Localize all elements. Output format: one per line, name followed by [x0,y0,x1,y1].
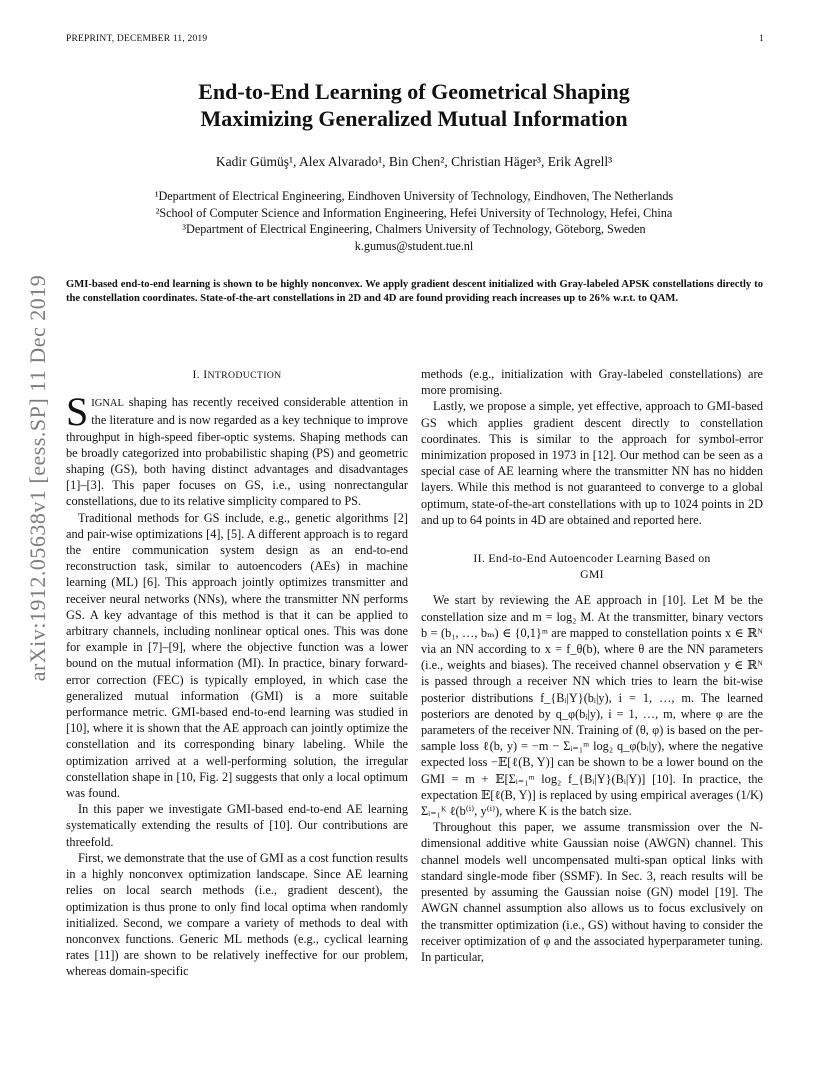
section-number: I. [192,367,204,381]
page-number: 1 [759,34,764,44]
right-column [421,366,763,965]
author-list: Kadir Gümüş¹, Alex Alvarado¹, Bin Chen², Christian Häger³, Erik Agrell³ [215,154,613,169]
affiliation-3: ³Department of Electrical Engineering, Chalmers University of Technology, Göteborg, Sweden [182,222,646,236]
section-heading-introduction [66,366,408,384]
section-heading-autoencoder [421,550,763,582]
paragraph: Lastly, we propose a simple, yet effective, approach to GMI-based GS which applies gradient descent directly to constellation coordinates. This is similar to the approach for symbol-error minimization proposed in 1973 in [12]. Our method can be seen as a special case of AE learning where the transmitter NN has no hidden layers. While this method is not guaranteed to converge to a global optimum, state-of-the-art constellations with up to 1024 points in 2D and up to 64 points in 4D are obtained and reported here. [421,399,763,527]
section-title-rest: NTRODUCTION [207,370,282,381]
paragraph: In this paper we investigate GMI-based end-to-end AE learning systematically extending the results of [10]. Our contributions are threefold. [66,802,408,849]
paragraph [66,389,408,509]
affiliations [0,188,828,254]
drop-cap: S [66,389,89,435]
arxiv-identifier: arXiv:1912.05638v1 [eess.SP] 11 Dec 2019 [25,274,50,682]
paragraph: First, we demonstrate that the use of GMI as a cost function results in a highly nonconvex optimization landscape. Since AE learning relies on local search methods (i.e., gradient descent), the optimization is thus prone to only find local optima when randomly initialized. Second, we compare a variety of methods to deal with nonconvex functions. Generic ML methods (e.g., cyclical learning rates [11]) are shown to be relatively ineffective for our problem, whereas domain-specific [66,850,408,979]
paper-title [0,78,828,132]
lead-caps: IGNAL [91,398,124,410]
title-line-1: End-to-End Learning of Geometrical Shaping [198,79,630,104]
contact-email: k.gumus@student.tue.nl [354,238,474,253]
running-header: PREPRINT, DECEMBER 11, 2019 [66,34,208,44]
section-heading-line-1: II. End-to-End Autoencoder Learning Based on [473,551,711,566]
section-heading-line-2: GMI [580,567,604,582]
paragraph: methods (e.g., initialization with Gray-labeled constellations) are more promising. [421,367,763,398]
affiliation-2: ²School of Computer Science and Information Engineering, Hefei University of Technology, Hefei, China [155,205,673,220]
abstract: GMI-based end-to-end learning is shown to be highly nonconvex. We apply gradient descent initialized with Gray-labeled APSK constellations directly to the constellation coordinates. State-of-the-art constellations in 2D and 4D are found providing reach increases up to 26% w.r.t. to QAM. [66,279,763,304]
paragraph: Throughout this paper, we assume transmission over the N-dimensional additive white Gaussian noise (AWGN) channel. This channel models well uncompensated multi-span optical links with standard single-mode fiber (SSMF). In Sec. 3, reach results will be presented by assuming the Gaussian noise (GN) model [19]. The AWGN channel assumption also allows us to focus exclusively on the transmitter optimization (i.e., GS) without having to consider the receiver optimization of φ and the associated hyperparameter tuning. In particular, [421,820,763,964]
title-line-2: Maximizing Generalized Mutual Information [200,106,628,131]
affiliation-1: ¹Department of Electrical Engineering, Eindhoven University of Technology, Eindhoven, The Netherlands [154,189,674,203]
section-title-initial: I [203,367,208,381]
paragraph: Traditional methods for GS include, e.g., genetic algorithms [2] and pair-wise optimizations [4], [5]. A different approach is to regard the entire communication system design as an end-to-end reconstruction task, similar to autoencoders (AEs) in machine learning (ML) [6]. This approach jointly optimizes transmitter and receiver neural networks (NNs), where the transmitter NN performs GS. A key advantage of this method is that it can be applied to arbitrary channels, including nonlinear optical ones. This was done for example in [7]–[9], where the objective function was a lower bound on the mutual information (MI). In practice, binary forward-error correction (FEC) is typically employed, in which case the generalized mutual information (GMI) is a more suitable performance metric. GMI-based end-to-end learning was studied in [10], where it is shown that the AE approach can jointly optimize the constellation and its corresponding binary labeling. While the optimization arrived at a well-performing solution, the irregular constellation shape in [10, Fig. 2] suggests that only a local optimum was found. [66,510,408,801]
left-column [66,366,408,980]
paragraph-text: shaping has recently received considerable attention in the literature and is now regarded as a key technique to improve throughput in high-speed fiber-optic systems. Shaping methods can be broadly categorized into probabilistic shaping (PS) and geometric shaping (GS), both having distinct advantages and disadvantages [1]–[3]. This paper focuses on GS, i.e., using nonrectangular constellations, due to its relative simplicity compared to PS. [66,395,408,509]
paragraph: We start by reviewing the AE approach in [10]. Let M be the constellation size and m = log₂ M. At the transmitter, binary vectors b = (b₁, …, bₘ) ∈ {0,1}ᵐ are mapped to constellation points x ∈ ℝᴺ via an NN according to x = f_θ(b), where θ are the NN parameters (i.e., weights and biases). The received channel observation y ∈ ℝᴺ is passed through a receiver NN which tries to learn the bit-wise posterior distributions f_{Bᵢ|Y}(bᵢ|y), i = 1, …, m. The learned posteriors are denoted by q_φ(bᵢ|y), i = 1, …, m, where φ are the parameters of the receiver NN. Training of (θ, φ) is based on the per-sample loss ℓ(b, y) = −m − Σᵢ₌₁ᵐ log₂ q_φ(bᵢ|y), where the negative expected loss −𝔼[ℓ(B, Y)] can be shown to be a lower bound on the GMI = m + 𝔼[Σᵢ₌₁ᵐ log₂ f_{Bᵢ|Y}(Bᵢ|Y)] [10]. In practice, the expectation 𝔼[ℓ(B, Y)] is replaced by using empirical averages (1/K) Σᵢ₌₁ᴷ ℓ(b⁽ⁱ⁾, y⁽ⁱ⁾), where K is the batch size. [421,593,763,819]
